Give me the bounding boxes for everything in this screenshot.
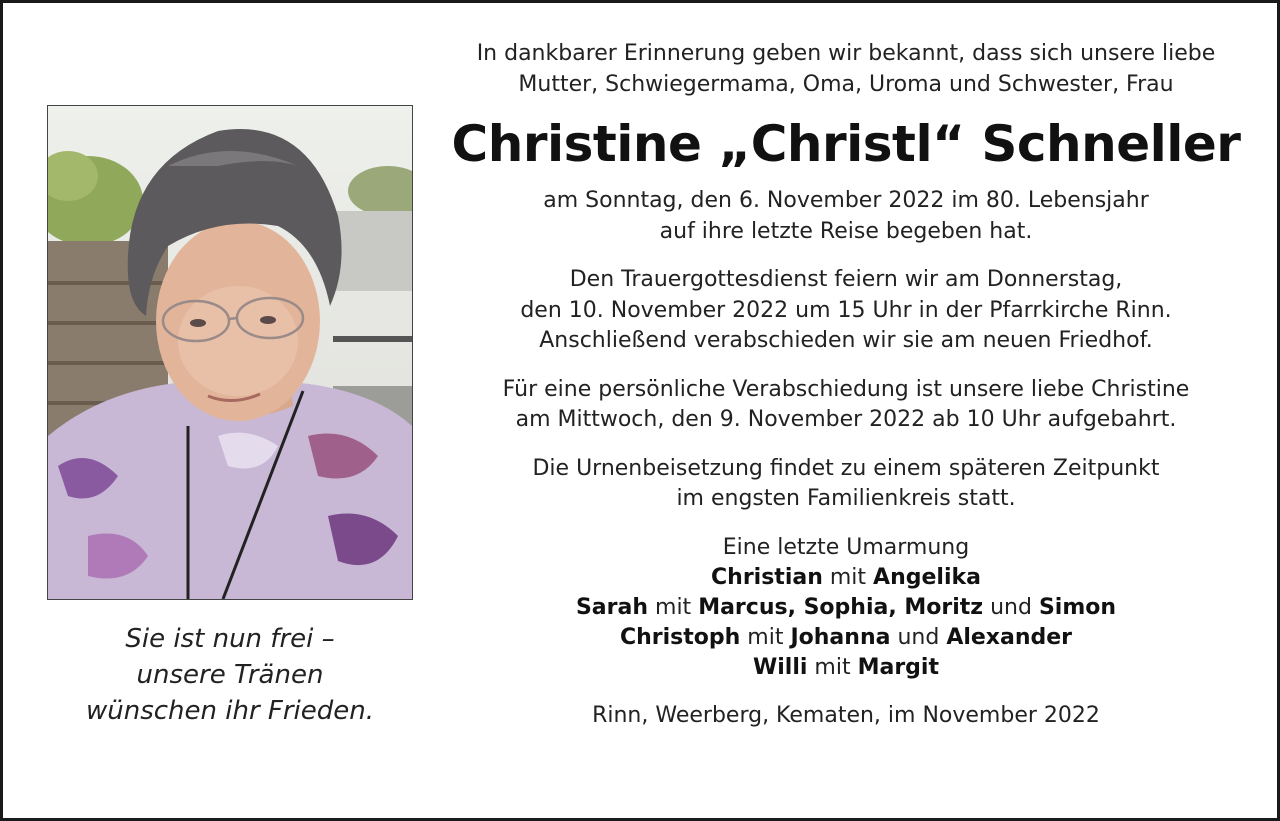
family-connector: mit — [829, 565, 867, 590]
service-info-line: Den Trauergottesdienst feiern wir am Donnerstag, — [569, 267, 1123, 292]
intro-line: In dankbarer Erinnerung geben wir bekannt, dass sich unsere liebe — [476, 41, 1216, 66]
motto-line: Sie ist nun frei – — [125, 624, 335, 654]
family-line — [435, 563, 1257, 593]
family-line — [435, 623, 1257, 653]
service-info-line: Anschließend verabschieden wir sie am neuen Friedhof. — [539, 328, 1153, 353]
family-member: Angelika — [873, 565, 981, 590]
viewing-info-line: Für eine persönliche Verabschiedung ist unsere liebe Christine — [502, 376, 1190, 402]
family-member: Sarah — [575, 595, 649, 620]
motto-line: unsere Tränen — [136, 660, 324, 690]
burial-info-line: im engsten Familienkreis statt. — [676, 486, 1016, 511]
burial-info-line: Die Urnenbeisetzung findet zu einem späteren Zeitpunkt — [532, 455, 1160, 481]
family-member: Johanna — [790, 625, 891, 650]
family-connector: mit — [814, 655, 851, 680]
service-info-line: den 10. November 2022 um 15 Uhr in der Pfarrkirche Rinn. — [520, 297, 1172, 323]
family-member: Margit — [857, 655, 939, 680]
place-date: Rinn, Weerberg, Kematen, im November 2022 — [592, 703, 1100, 728]
portrait-photo — [47, 105, 413, 600]
family-member: Christian — [711, 565, 823, 590]
family-connector: und — [897, 625, 940, 650]
intro-line: Mutter, Schwiegermama, Oma, Uroma und Schwester, Frau — [518, 71, 1174, 97]
motto-line: wünschen ihr Frieden. — [85, 696, 375, 726]
family-list — [435, 563, 1257, 683]
notice-text — [435, 39, 1257, 732]
deceased-name: Christine „Christl“ Schneller — [451, 115, 1241, 173]
family-line — [435, 593, 1257, 623]
death-info-line: auf ihre letzte Reise begeben hat. — [659, 218, 1033, 244]
family-member: Christoph — [619, 625, 741, 650]
family-connector: mit — [655, 595, 692, 620]
closing-heading: Eine letzte Umarmung — [722, 534, 970, 560]
family-member: Alexander — [946, 625, 1073, 650]
family-line — [435, 653, 1257, 683]
family-connector: mit — [747, 625, 784, 650]
family-connector: und — [990, 595, 1032, 620]
viewing-info-line: am Mittwoch, den 9. November 2022 ab 10 Uhr aufgebahrt. — [515, 407, 1177, 432]
death-info-line: am Sonntag, den 6. November 2022 im 80. Lebensjahr — [543, 188, 1149, 213]
family-member: Marcus, Sophia, Moritz — [698, 595, 984, 620]
family-member: Simon — [1038, 595, 1117, 620]
motto-quote — [47, 621, 413, 729]
family-member: Willi — [752, 655, 808, 680]
